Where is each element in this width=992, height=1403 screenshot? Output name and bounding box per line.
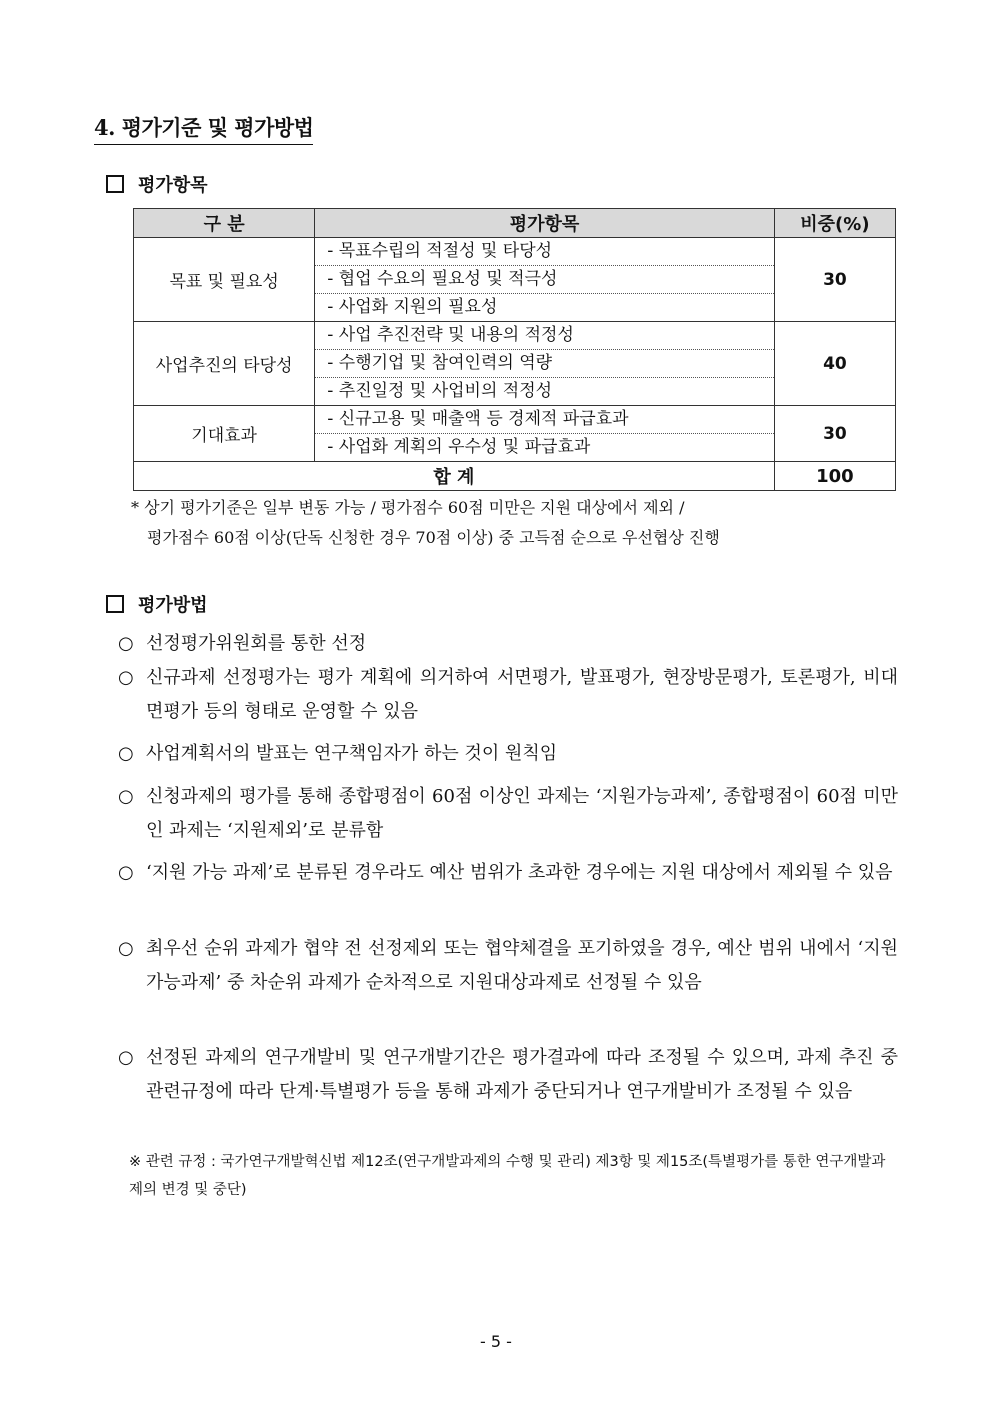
table-header-row [134, 209, 896, 238]
method-bullet [118, 932, 898, 1000]
table-row [134, 406, 896, 462]
items-cell [315, 322, 775, 406]
category-cell: 목표 및 필요성 [134, 238, 315, 322]
circle-bullet-icon: ○ [118, 743, 134, 764]
list-item: - 사업화 계획의 우수성 및 파급효과 [315, 433, 774, 461]
bullet-text: 선정평가위원회를 통한 선정 [146, 633, 367, 654]
criteria-note-line-1: * 상기 평가기준은 일부 변동 가능 / 평가점수 60점 미만은 지원 대상에서 제외 / [131, 498, 685, 517]
table-row [134, 322, 896, 406]
circle-bullet-icon: ○ [118, 862, 134, 883]
weight-cell: 40 [774, 322, 895, 406]
evaluation-table [133, 208, 896, 491]
items-cell [315, 406, 775, 462]
header-items: 평가항목 [315, 209, 775, 238]
list-item: - 신규고용 및 매출액 등 경제적 파급효과 [327, 409, 629, 429]
bullet-text: 신청과제의 평가를 통해 종합평점이 60점 이상인 과제는 ‘지원가능과제’, 종합평점이 60점 미만인 과제는 ‘지원제외’로 분류함 [146, 786, 898, 841]
criteria-heading [106, 171, 208, 197]
bullet-text: ‘지원 가능 과제’로 분류된 경우라도 예산 범위가 초과한 경우에는 지원 대상에서 제외될 수 있음 [146, 862, 893, 883]
circle-bullet-icon: ○ [118, 633, 134, 654]
method-bullet [118, 780, 898, 848]
method-bullet [118, 661, 898, 729]
weight-cell: 30 [774, 238, 895, 322]
method-heading [106, 591, 208, 617]
section-title: 4. 평가기준 및 평가방법 [94, 112, 313, 145]
checkbox-square-icon [106, 175, 124, 193]
list-item: - 수행기업 및 참여인력의 역량 [315, 349, 774, 377]
category-cell: 사업추진의 타당성 [134, 322, 315, 406]
total-row [134, 462, 896, 491]
header-category: 구 분 [134, 209, 315, 238]
method-bullet [118, 856, 898, 890]
method-bullet [118, 737, 898, 771]
method-heading-label: 평가방법 [138, 595, 208, 616]
method-bullet [118, 627, 898, 661]
total-label: 합 계 [134, 462, 775, 491]
total-value: 100 [774, 462, 895, 491]
weight-cell: 30 [774, 406, 895, 462]
list-item: - 추진일정 및 사업비의 적정성 [315, 377, 774, 405]
circle-bullet-icon: ○ [118, 786, 134, 807]
bullet-text: 최우선 순위 과제가 협약 전 선정제외 또는 협약체결을 포기하였을 경우, 예산 범위 내에서 ‘지원가능과제’ 중 차순위 과제가 순차적으로 지원대상과제로 선정될 수 있음 [146, 938, 898, 993]
checkbox-square-icon [106, 595, 124, 613]
circle-bullet-icon: ○ [118, 667, 134, 688]
criteria-note-line-2: 평가점수 60점 이상(단독 신청한 경우 70점 이상) 중 고득점 순으로 우선협상 진행 [147, 528, 720, 547]
bullet-text: 신규과제 선정평가는 평가 계획에 의거하여 서면평가, 발표평가, 현장방문평가, 토론평가, 비대면평가 등의 형태로 운영할 수 있음 [146, 667, 898, 722]
list-item: - 사업화 지원의 필요성 [315, 293, 774, 321]
bullet-text: 사업계획서의 발표는 연구책임자가 하는 것이 원칙임 [146, 743, 558, 764]
list-item: - 사업 추진전략 및 내용의 적정성 [327, 325, 574, 345]
category-cell: 기대효과 [134, 406, 315, 462]
criteria-heading-label: 평가항목 [138, 175, 208, 196]
list-item: - 협업 수요의 필요성 및 적극성 [315, 265, 774, 293]
method-bullet [118, 1041, 898, 1109]
list-item: - 목표수립의 적절성 및 타당성 [327, 241, 553, 261]
circle-bullet-icon: ○ [118, 938, 134, 959]
bullet-text: 선정된 과제의 연구개발비 및 연구개발기간은 평가결과에 따라 조정될 수 있으며, 과제 추진 중 관련규정에 따라 단계·특별평가 등을 통해 과제가 중단되거나 연구개발비가 조정될 수 있음 [146, 1047, 898, 1102]
items-cell [315, 238, 775, 322]
related-regulation-note: ※ 관련 규정 : 국가연구개발혁신법 제12조(연구개발과제의 수행 및 관리) 제3항 및 제15조(특별평가를 통한 연구개발과제의 변경 및 중단) [129, 1154, 886, 1198]
table-row [134, 238, 896, 322]
circle-bullet-icon: ○ [118, 1047, 134, 1068]
page-number: - 5 - [480, 1332, 512, 1351]
header-weight: 비중(%) [774, 209, 895, 238]
